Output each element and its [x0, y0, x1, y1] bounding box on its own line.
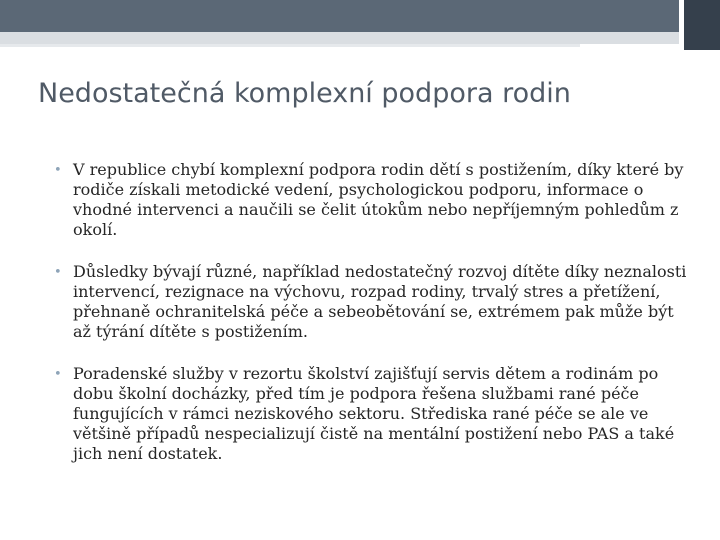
bullet-text: V republice chybí komplexní podpora rodin dětí s postižením, díky které by rodiče získali metodické vedení, psychologickou podporu, informace o vhodné intervenci a naučili se čelit útokům nebo nepříjemným pohledům z okolí. — [73, 160, 684, 239]
bullet-item — [54, 262, 690, 342]
slide-title: Nedostatečná komplexní podpora rodin — [38, 78, 571, 109]
bullet-dot-icon: • — [54, 265, 62, 280]
corner-block — [684, 0, 720, 50]
bullet-dot-icon: • — [54, 367, 62, 382]
bullet-item — [54, 364, 690, 464]
header-band — [0, 32, 720, 44]
bullet-text: Důsledky bývají různé, například nedostatečný rozvoj dítěte díky neznalosti intervencí, rezignace na výchovu, rozpad rodiny, trvalý stres a přetížení, přehnaně ochranitelská péče a sebeobětování se, extrémem pak může být až týrání dítěte s postižením. — [73, 262, 687, 341]
header-accent-line — [0, 44, 580, 47]
bullet-list — [54, 160, 690, 486]
bullet-item — [54, 160, 690, 240]
header-bar — [0, 0, 679, 32]
bullet-text: Poradenské služby v rezortu školství zajišťují servis dětem a rodinám po dobu školní docházky, před tím je podpora řešena službami rané péče fungujících v rámci neziskového sektoru. Střediska rané péče se ale ve většině případů nespecializují čistě na mentální postižení nebo PAS a také jich není dostatek. — [73, 364, 675, 463]
bullet-dot-icon: • — [54, 163, 62, 178]
